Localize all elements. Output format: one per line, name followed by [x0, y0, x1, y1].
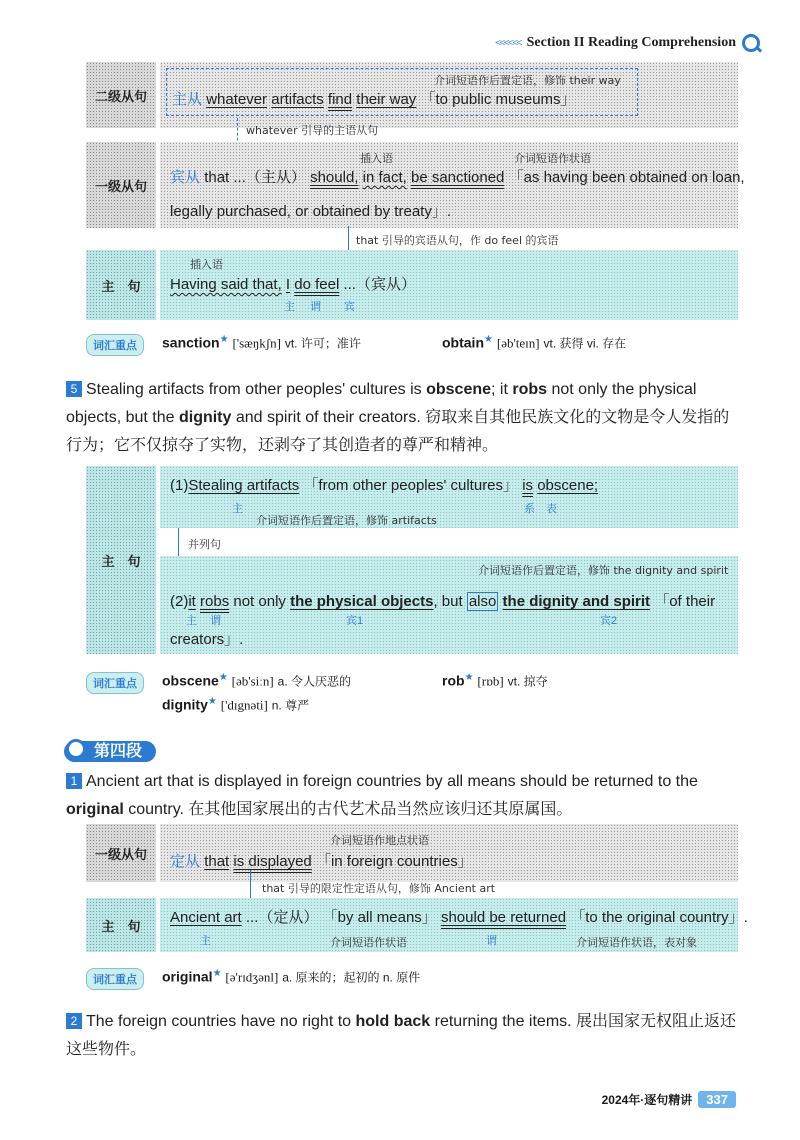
word-find: find	[327, 91, 353, 108]
vocab-ipa: [rɒb]	[477, 673, 504, 689]
search-icon	[66, 739, 86, 759]
role-link-predicative: 系 表	[524, 503, 557, 515]
phrase-as-having: 「as having been obtained on loan,	[508, 169, 745, 186]
vocab-ipa: [əb'teɪn]	[496, 335, 540, 351]
vocab-tag: 词汇重点	[86, 968, 144, 990]
vocab-original	[162, 968, 420, 986]
parallel-note: 并列句	[188, 538, 221, 551]
subject-clause-ref: ...（主从）	[233, 169, 306, 186]
clause-marker: 定从	[170, 853, 201, 870]
main-note-2: 介词短语作状语，表对象	[576, 936, 697, 949]
phrase-physical-objects: the physical objects	[290, 593, 434, 610]
parallel-line	[178, 528, 179, 556]
vocab-obscene	[162, 672, 351, 690]
vocab-def: vt. 掠夺	[507, 674, 548, 689]
phrase-but: , but	[433, 593, 467, 610]
word-that: that	[204, 853, 230, 870]
word-whatever: whatever	[206, 91, 268, 108]
link-note-2: that 引导的宾语从句，作 do feel 的宾语	[356, 234, 559, 247]
phrase-from-cultures: 「from other peoples' cultures」	[303, 477, 519, 494]
label-level2-clause	[86, 62, 156, 128]
link-note-1: whatever 引导的主语从句	[246, 124, 379, 137]
main-note-1: 介词短语作状语	[330, 936, 407, 949]
main-sentence-3	[170, 906, 748, 927]
label-main-clause	[86, 250, 156, 320]
label-text: 主 句	[101, 918, 141, 934]
clause2-line2: creators」.	[170, 631, 244, 648]
level1-line2: legally purchased, or obtained by treaty」.	[170, 203, 451, 220]
sentence-number: 1	[66, 773, 82, 789]
role-predicate: 谓	[486, 935, 497, 947]
vocab-def: a. 原来的；起初的 n. 原件	[282, 970, 421, 985]
arrows-icon: <<<<<<	[495, 37, 521, 49]
word-should: should,	[310, 169, 359, 186]
phrase-stealing-artifacts: Stealing artifacts	[188, 477, 300, 494]
phrase-do-feel: do feel	[294, 276, 340, 293]
clause1-note: 介词短语作后置定语，修饰 artifacts	[256, 514, 437, 527]
object-clause-ref: ...（宾从）	[343, 276, 416, 293]
vocab-def: n. 尊严	[271, 698, 310, 713]
vocab-tag: 词汇重点	[86, 334, 144, 356]
vocab-ipa: [əb'siːn]	[231, 673, 274, 689]
vocab-word: obscene	[162, 672, 219, 689]
vocab-ipa: [ə'rɪdʒənl]	[225, 969, 279, 985]
vocab-def: a. 令人厌恶的	[277, 674, 351, 689]
role-subject: 主	[200, 935, 211, 947]
keyword-robs: robs	[512, 381, 548, 398]
clause-index: (2)	[170, 593, 189, 610]
word-robs: robs	[200, 593, 230, 610]
vocab-ipa: ['sæŋkʃn]	[232, 335, 281, 351]
level2-sentence	[172, 88, 576, 109]
vocab-word: sanction	[162, 334, 220, 351]
vocab-obtain	[442, 334, 626, 352]
header-title: Section II Reading Comprehension	[526, 35, 736, 50]
vocab-word: obtain	[442, 334, 484, 351]
phrase-ancient-art: Ancient art	[170, 909, 242, 926]
vocab-word: dignity	[162, 696, 208, 713]
word-also: also	[468, 593, 497, 610]
phrase-not-only: not only	[229, 593, 291, 610]
main-sentence	[170, 273, 416, 294]
link-note-3: that 引导的限定性定语从句，修饰 Ancient art	[262, 882, 496, 895]
word-i: I	[285, 276, 291, 293]
star-icon: ★	[219, 334, 229, 345]
role-predicate: 谓	[210, 615, 221, 627]
word-that: that	[204, 169, 230, 186]
para-text: Stealing artifacts from other peoples' cultures is	[86, 381, 427, 398]
keyword-original: original	[66, 801, 124, 818]
adv-note: 介词短语作状语	[514, 152, 591, 165]
label-level1-clause-3	[86, 824, 156, 882]
label-text: 主 句	[101, 553, 141, 569]
para-text: and spirit of their creators. 窃取来自其他民族文化的文物是令人发指的行为；它不仅掠夺了实物，还剥夺了其创造者的尊严和精神。	[66, 409, 730, 454]
phrase-be-sanctioned: be sanctioned	[410, 169, 505, 186]
label-level1-clause	[86, 142, 156, 228]
para-text: Ancient art that is displayed in foreign countries by all means should be returned to the	[86, 773, 698, 790]
paragraph-1	[66, 768, 742, 824]
role-object-2: 宾2	[600, 615, 618, 627]
clause2-line1	[170, 590, 715, 611]
clause-marker: 宾从	[170, 169, 201, 186]
para-text: country. 在其他国家展出的古代艺术品当然应该归还其原属国。	[123, 801, 573, 818]
word-is: is	[522, 477, 534, 494]
phrase-is-displayed: is displayed	[233, 853, 312, 870]
para-text: returning the items. 展出国家无权阻止返还这些物件。	[66, 1013, 737, 1058]
role-predicate: 谓	[310, 301, 321, 313]
clause1-sentence	[170, 474, 598, 495]
star-icon: ★	[464, 672, 474, 683]
label-text: 主 句	[101, 278, 141, 294]
phrase-of-their: 「of their	[654, 593, 716, 610]
vocab-dignity	[162, 696, 309, 714]
label-main-clause-3	[86, 898, 156, 952]
level1-line1	[170, 166, 745, 187]
page-number: 337	[698, 1091, 736, 1108]
word-it: it	[188, 593, 196, 610]
insert-note: 插入语	[360, 152, 393, 165]
sentence-number: 5	[66, 381, 82, 397]
paragraph-5	[66, 376, 742, 460]
section-heading	[64, 738, 156, 761]
label-main-clause-2	[86, 466, 156, 654]
para-text: ; it	[491, 381, 513, 398]
phrase-by-all-means: 「by all means」	[322, 909, 437, 926]
label-text: 一级从句	[94, 178, 147, 194]
level2-note: 介词短语作后置定语，修饰 their way	[434, 74, 621, 87]
vocab-rob	[442, 672, 548, 690]
keyword-hold-back: hold back	[355, 1013, 431, 1030]
level1-sentence-3	[170, 850, 473, 871]
sentence-number: 2	[66, 1013, 82, 1029]
main-insert-note: 插入语	[190, 258, 223, 271]
para-text: The foreign countries have no right to	[86, 1013, 356, 1030]
role-subject: 主	[186, 615, 197, 627]
page-footer	[602, 1091, 736, 1108]
section-title: 第四段	[64, 741, 156, 762]
vocab-word: rob	[442, 672, 465, 689]
page-header	[495, 34, 760, 52]
phrase-should-be-returned: should be returned	[440, 909, 567, 926]
star-icon: ★	[207, 696, 217, 707]
phrase-in-foreign-countries: 「in foreign countries」	[315, 853, 473, 870]
role-subject: 主	[284, 301, 295, 313]
label-text: 一级从句	[94, 846, 147, 862]
vocab-def: vt. 获得 vi. 存在	[543, 336, 627, 351]
role-object: 宾	[344, 301, 355, 313]
keyword-dignity: dignity	[178, 409, 232, 426]
label-text: 二级从句	[94, 88, 147, 104]
star-icon: ★	[484, 334, 493, 345]
vocab-word: original	[162, 968, 213, 985]
star-icon: ★	[218, 672, 228, 683]
phrase-to-original-country: 「to the original country」.	[570, 909, 748, 926]
word-their-way: their way	[356, 91, 417, 108]
para-text: not only the physical objects, but the	[66, 381, 697, 426]
phrase-having-said: Having said that,	[170, 276, 282, 293]
vocab-ipa: ['dɪgnəti]	[220, 697, 268, 713]
paragraph-2	[66, 1008, 742, 1064]
search-icon	[742, 34, 760, 52]
vocab-tag: 词汇重点	[86, 672, 144, 694]
star-icon: ★	[212, 968, 222, 979]
vocab-sanction	[162, 334, 361, 352]
phrase-to-museums: 「to public museums」	[420, 91, 576, 108]
clause2-note: 介词短语作后置定语，修饰 the dignity and spirit	[478, 564, 729, 577]
vocab-def: vt. 许可；准许	[284, 336, 361, 351]
clause-index: (1)	[170, 477, 189, 494]
phrase-dignity-spirit: the dignity and spirit	[502, 593, 651, 610]
phrase-in-fact: in fact,	[362, 169, 407, 186]
level1-note-3: 介词短语作地点状语	[330, 834, 429, 847]
word-obscene: obscene;	[537, 477, 599, 494]
relative-clause-ref: ...（定从）	[245, 909, 319, 926]
keyword-obscene: obscene	[426, 381, 492, 398]
clause-marker: 主从	[172, 91, 203, 108]
role-object-1: 宾1	[346, 615, 364, 627]
footer-label: 2024年·逐句精讲	[601, 1093, 693, 1107]
word-artifacts: artifacts	[271, 91, 324, 108]
role-subject: 主	[232, 503, 243, 515]
